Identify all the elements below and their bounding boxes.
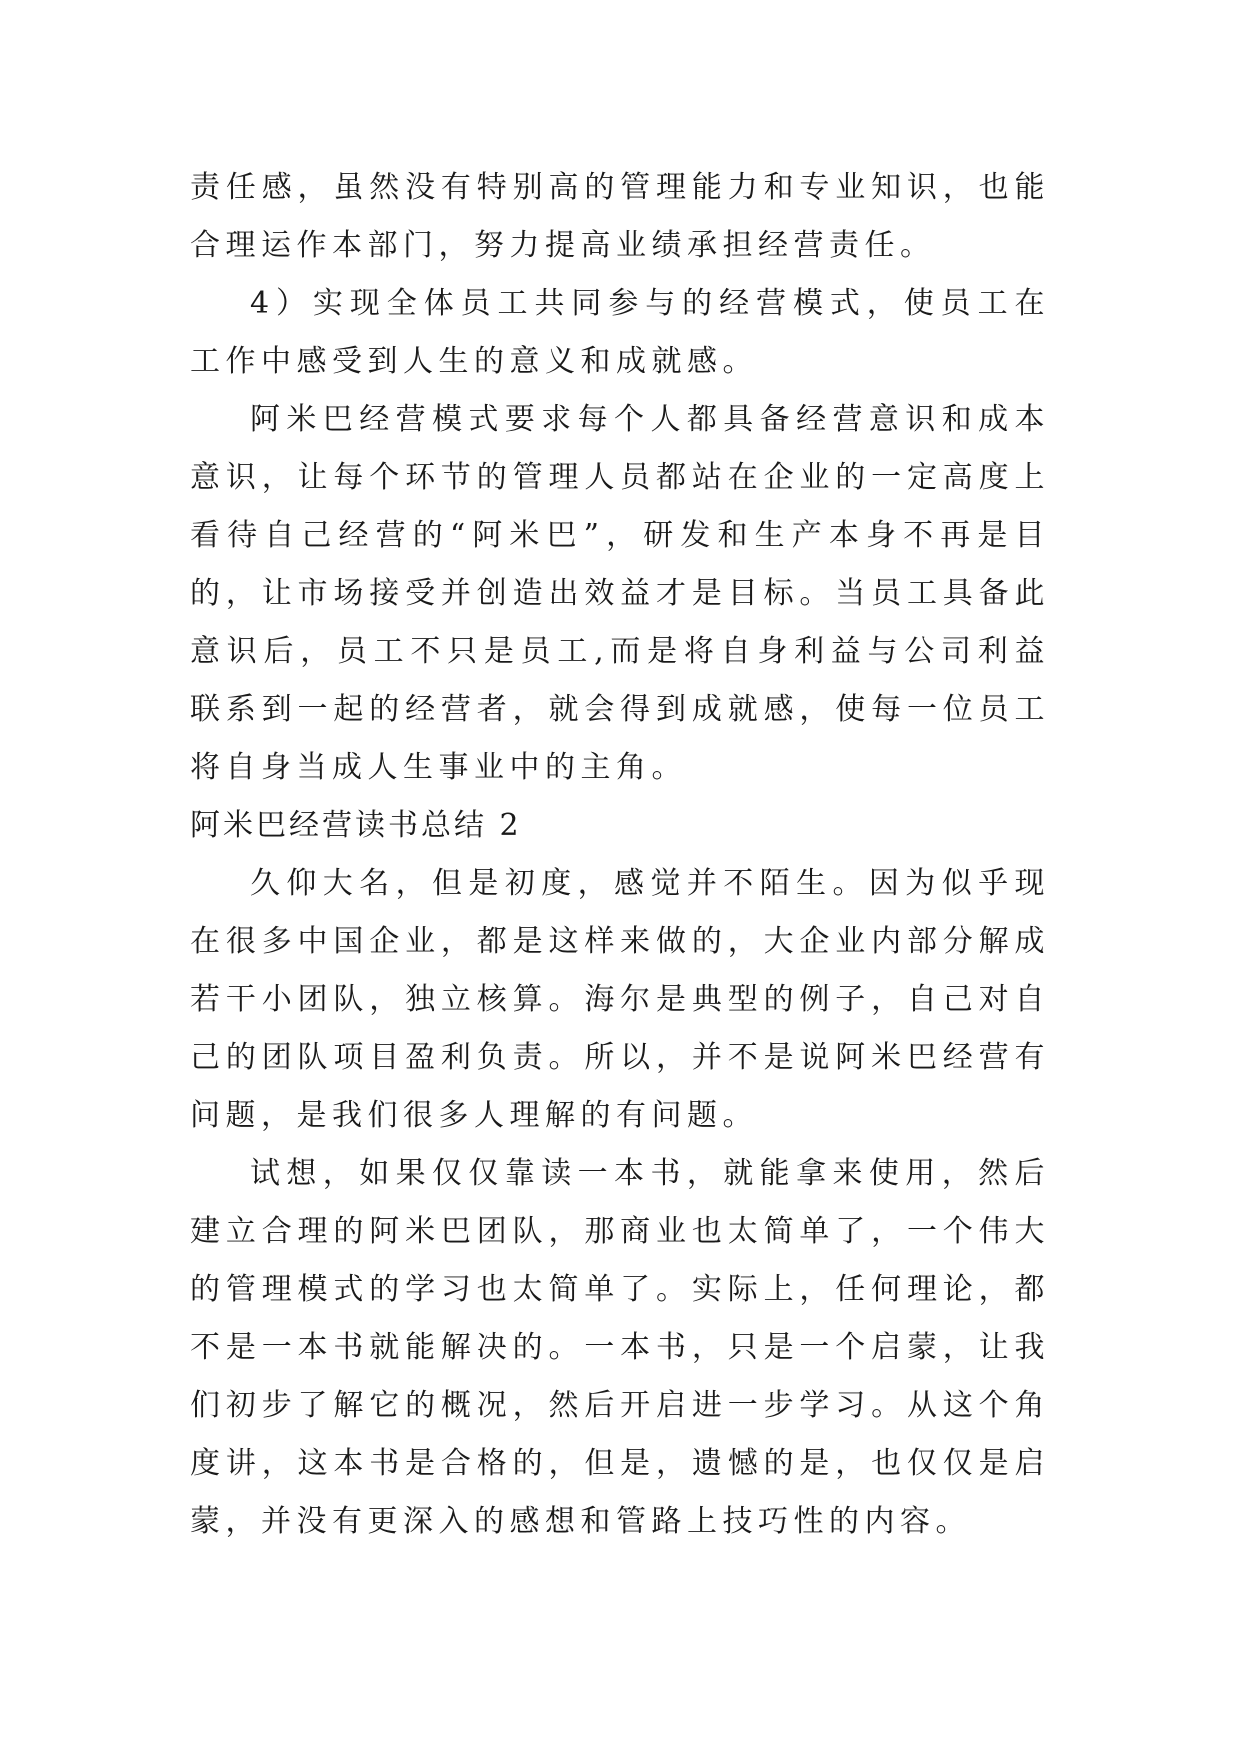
- document-body: [190, 159, 1050, 1551]
- paragraph-amoeba-awareness: 阿米巴经营模式要求每个人都具备经营意识和成本意识，让每个环节的管理人员都站在企业的一定高度上看待自己经营的“阿米巴”，研发和生产本身不再是目的，让市场接受并创造出效益才是目标。当员工具备此意识后，员工不只是员工,而是将自身利益与公司利益联系到一起的经营者，就会得到成就感，使每一位员工将自身当成人生事业中的主角。: [190, 402, 1050, 785]
- paragraph-long-heard: 久仰大名，但是初度，感觉并不陌生。因为似乎现在很多中国企业，都是这样来做的，大企业内部分解成若干小团队，独立核算。海尔是典型的例子，自己对自己的团队项目盈利负责。所以，并不是说阿米巴经营有问题，是我们很多人理解的有问题。: [190, 866, 1050, 1133]
- section-title: 阿米巴经营读书总结 2: [190, 808, 522, 843]
- paragraph-imagine: 试想，如果仅仅靠读一本书，就能拿来使用，然后建立合理的阿米巴团队，那商业也太简单了，一个伟大的管理模式的学习也太简单了。实际上，任何理论，都不是一本书就能解决的。一本书，只是一个启蒙，让我们初步了解它的概况，然后开启进一步学习。从这个角度讲，这本书是合格的，但是，遗憾的是，也仅仅是启蒙，并没有更深入的感想和管路上技巧性的内容。: [190, 1156, 1050, 1539]
- paragraph-point-4: 4）实现全体员工共同参与的经营模式，使员工在工作中感受到人生的意义和成就感。: [190, 286, 1050, 379]
- paragraph-continued: 责任感，虽然没有特别高的管理能力和专业知识，也能合理运作本部门，努力提高业绩承担经营责任。: [190, 170, 1050, 263]
